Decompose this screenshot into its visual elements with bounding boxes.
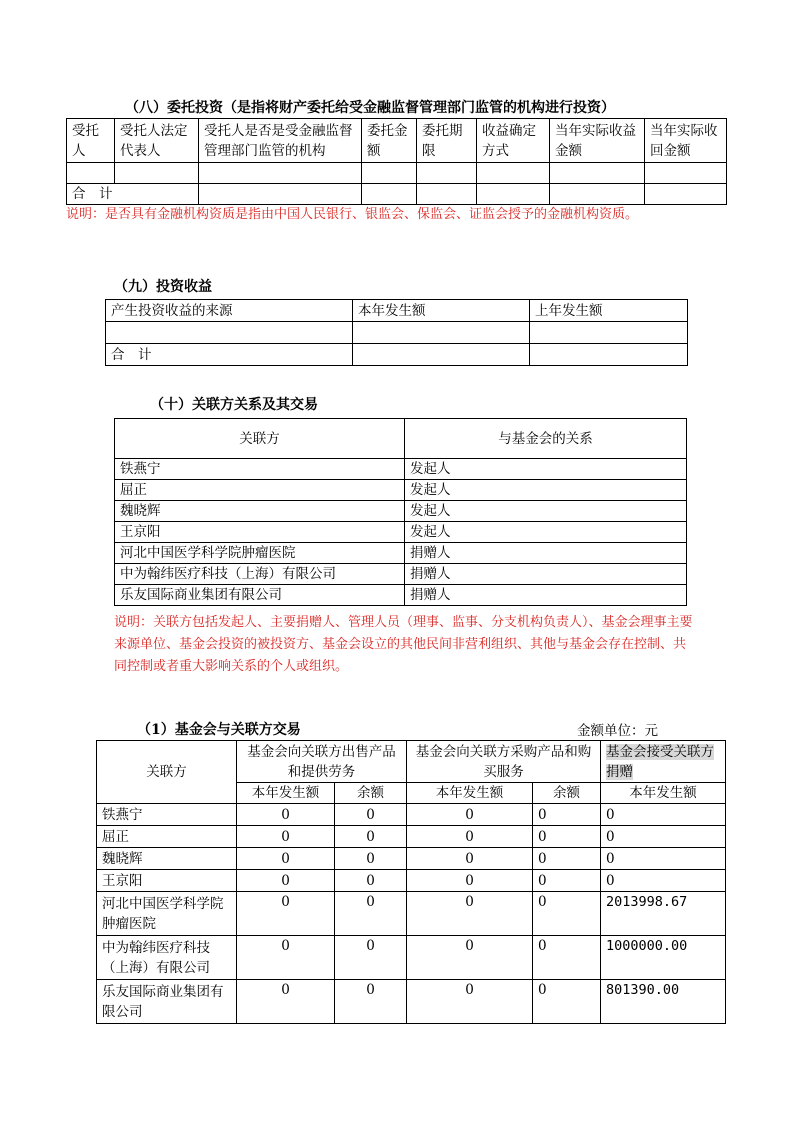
table-header-row (115, 419, 687, 459)
col-header: 受托人法定代表人 (115, 119, 199, 163)
party-name: 王京阳 (97, 870, 237, 892)
col-header: 产生投资收益的来源 (106, 300, 353, 322)
cell-value: 1000000.00 (601, 936, 726, 980)
related-party-relation: 捐赠人 (405, 543, 687, 564)
related-party-name: 中为翰纬医疗科技（上海）有限公司 (115, 564, 405, 585)
sub-header: 本年发生额 (601, 783, 726, 804)
party-name: 中为翰纬医疗科技（上海）有限公司 (97, 936, 237, 980)
col-header-buy: 基金会向关联方采购产品和购买服务 (407, 741, 601, 783)
table-row (115, 480, 687, 501)
related-party-name: 王京阳 (115, 522, 405, 543)
cell-value: 0 (237, 892, 335, 936)
cell-value: 0 (335, 980, 407, 1024)
cell-value: 0 (407, 804, 533, 826)
table-row (97, 804, 726, 826)
cell-value: 0 (237, 826, 335, 848)
entrusted-investment-table (66, 118, 727, 205)
table-row (115, 543, 687, 564)
sub-header: 余额 (533, 783, 601, 804)
related-party-relation: 捐赠人 (405, 585, 687, 606)
table-total-row (106, 344, 688, 366)
cell-value: 0 (335, 804, 407, 826)
table-row (115, 501, 687, 522)
related-party-name: 魏晓辉 (115, 501, 405, 522)
cell-value: 0 (601, 848, 726, 870)
table-header-row (106, 300, 688, 322)
cell-value: 0 (533, 892, 601, 936)
cell-value: 0 (533, 848, 601, 870)
related-party-name: 乐友国际商业集团有限公司 (115, 585, 405, 606)
cell-value: 0 (335, 870, 407, 892)
cell-value: 0 (533, 804, 601, 826)
section-8-title: （八）委托投资（是指将财产委托给受金融监督管理部门监管的机构进行投资） (125, 100, 615, 116)
col-header: 委托期限 (417, 119, 477, 163)
cell-value: 0 (601, 826, 726, 848)
table-row (115, 522, 687, 543)
cell-value: 2013998.67 (601, 892, 726, 936)
investment-income-table (105, 299, 688, 366)
col-header: 当年实际收回金额 (645, 119, 727, 163)
col-header: 受托人是否是受金融监督管理部门监管的机构 (199, 119, 362, 163)
section-10-note: 说明：关联方包括发起人、主要捐赠人、管理人员（理事、监事、分支机构负责人）、基金会理事主要来源单位、基金会投资的被投资方、基金会设立的其他民间非营利组织、其他与基金会存在控制、共同控制或者重大影响关系的个人或组织。 (114, 615, 693, 674)
table-row (115, 459, 687, 480)
table-total-row (67, 184, 727, 205)
party-name: 乐友国际商业集团有限公司 (97, 980, 237, 1024)
table-row (97, 892, 726, 936)
party-name: 屈正 (97, 826, 237, 848)
related-party-name: 屈正 (115, 480, 405, 501)
total-label: 合 计 (67, 184, 199, 205)
related-party-table (114, 418, 687, 606)
section-10-1-title: （1）基金会与关联方交易 (137, 722, 301, 738)
cell-value: 0 (407, 870, 533, 892)
total-label: 合 计 (106, 344, 353, 366)
cell-value: 0 (335, 892, 407, 936)
cell-value: 0 (335, 848, 407, 870)
table-row (97, 936, 726, 980)
col-header: 受托人 (67, 119, 115, 163)
table-row (106, 322, 688, 344)
col-header-donation (601, 741, 726, 783)
col-header-party: 关联方 (97, 741, 237, 804)
col-header: 当年实际收益金额 (550, 119, 645, 163)
sub-header: 本年发生额 (237, 783, 335, 804)
col-header: 上年发生额 (530, 300, 688, 322)
cell-value: 801390.00 (601, 980, 726, 1024)
section-8-note: 说明：是否具有金融机构资质是指由中国人民银行、银监会、保监会、证监会授予的金融机构资质。 (66, 207, 639, 222)
cell-value: 0 (407, 848, 533, 870)
cell-value: 0 (533, 826, 601, 848)
cell-value: 0 (601, 804, 726, 826)
related-party-relation: 发起人 (405, 501, 687, 522)
cell-value: 0 (237, 804, 335, 826)
party-name: 河北中国医学科学院肿瘤医院 (97, 892, 237, 936)
table-row (97, 848, 726, 870)
col-header-donation-label: 基金会接受关联方捐赠 (606, 743, 714, 780)
cell-value: 0 (407, 936, 533, 980)
section-10-title: （十）关联方关系及其交易 (150, 397, 318, 413)
col-header: 关联方 (115, 419, 405, 459)
table-row (97, 826, 726, 848)
table-row (115, 564, 687, 585)
related-party-relation: 发起人 (405, 522, 687, 543)
table-row (97, 870, 726, 892)
party-name: 魏晓辉 (97, 848, 237, 870)
cell-value: 0 (533, 936, 601, 980)
table-header-row (67, 119, 727, 163)
cell-value: 0 (601, 870, 726, 892)
col-header-sell: 基金会向关联方出售产品和提供劳务 (237, 741, 407, 783)
col-header: 本年发生额 (353, 300, 530, 322)
cell-value: 0 (237, 980, 335, 1024)
table-row (115, 585, 687, 606)
cell-value: 0 (407, 980, 533, 1024)
cell-value: 0 (335, 936, 407, 980)
related-party-relation: 发起人 (405, 459, 687, 480)
cell-value: 0 (407, 826, 533, 848)
col-header: 收益确定方式 (477, 119, 550, 163)
col-header: 委托金额 (362, 119, 417, 163)
table-row (67, 163, 727, 184)
table-row (97, 980, 726, 1024)
sub-header: 余额 (335, 783, 407, 804)
col-header: 与基金会的关系 (405, 419, 687, 459)
cell-value: 0 (533, 870, 601, 892)
related-party-relation: 发起人 (405, 480, 687, 501)
related-party-name: 铁燕宁 (115, 459, 405, 480)
cell-value: 0 (237, 848, 335, 870)
cell-value: 0 (237, 936, 335, 980)
cell-value: 0 (533, 980, 601, 1024)
related-party-transactions-table (96, 740, 726, 1024)
related-party-name: 河北中国医学科学院肿瘤医院 (115, 543, 405, 564)
cell-value: 0 (237, 870, 335, 892)
party-name: 铁燕宁 (97, 804, 237, 826)
table-header-row (97, 741, 726, 783)
cell-value: 0 (335, 826, 407, 848)
sub-header: 本年发生额 (407, 783, 533, 804)
cell-value: 0 (407, 892, 533, 936)
section-9-title: （九）投资收益 (114, 279, 212, 295)
related-party-relation: 捐赠人 (405, 564, 687, 585)
amount-unit: 金额单位：元 (577, 723, 658, 739)
